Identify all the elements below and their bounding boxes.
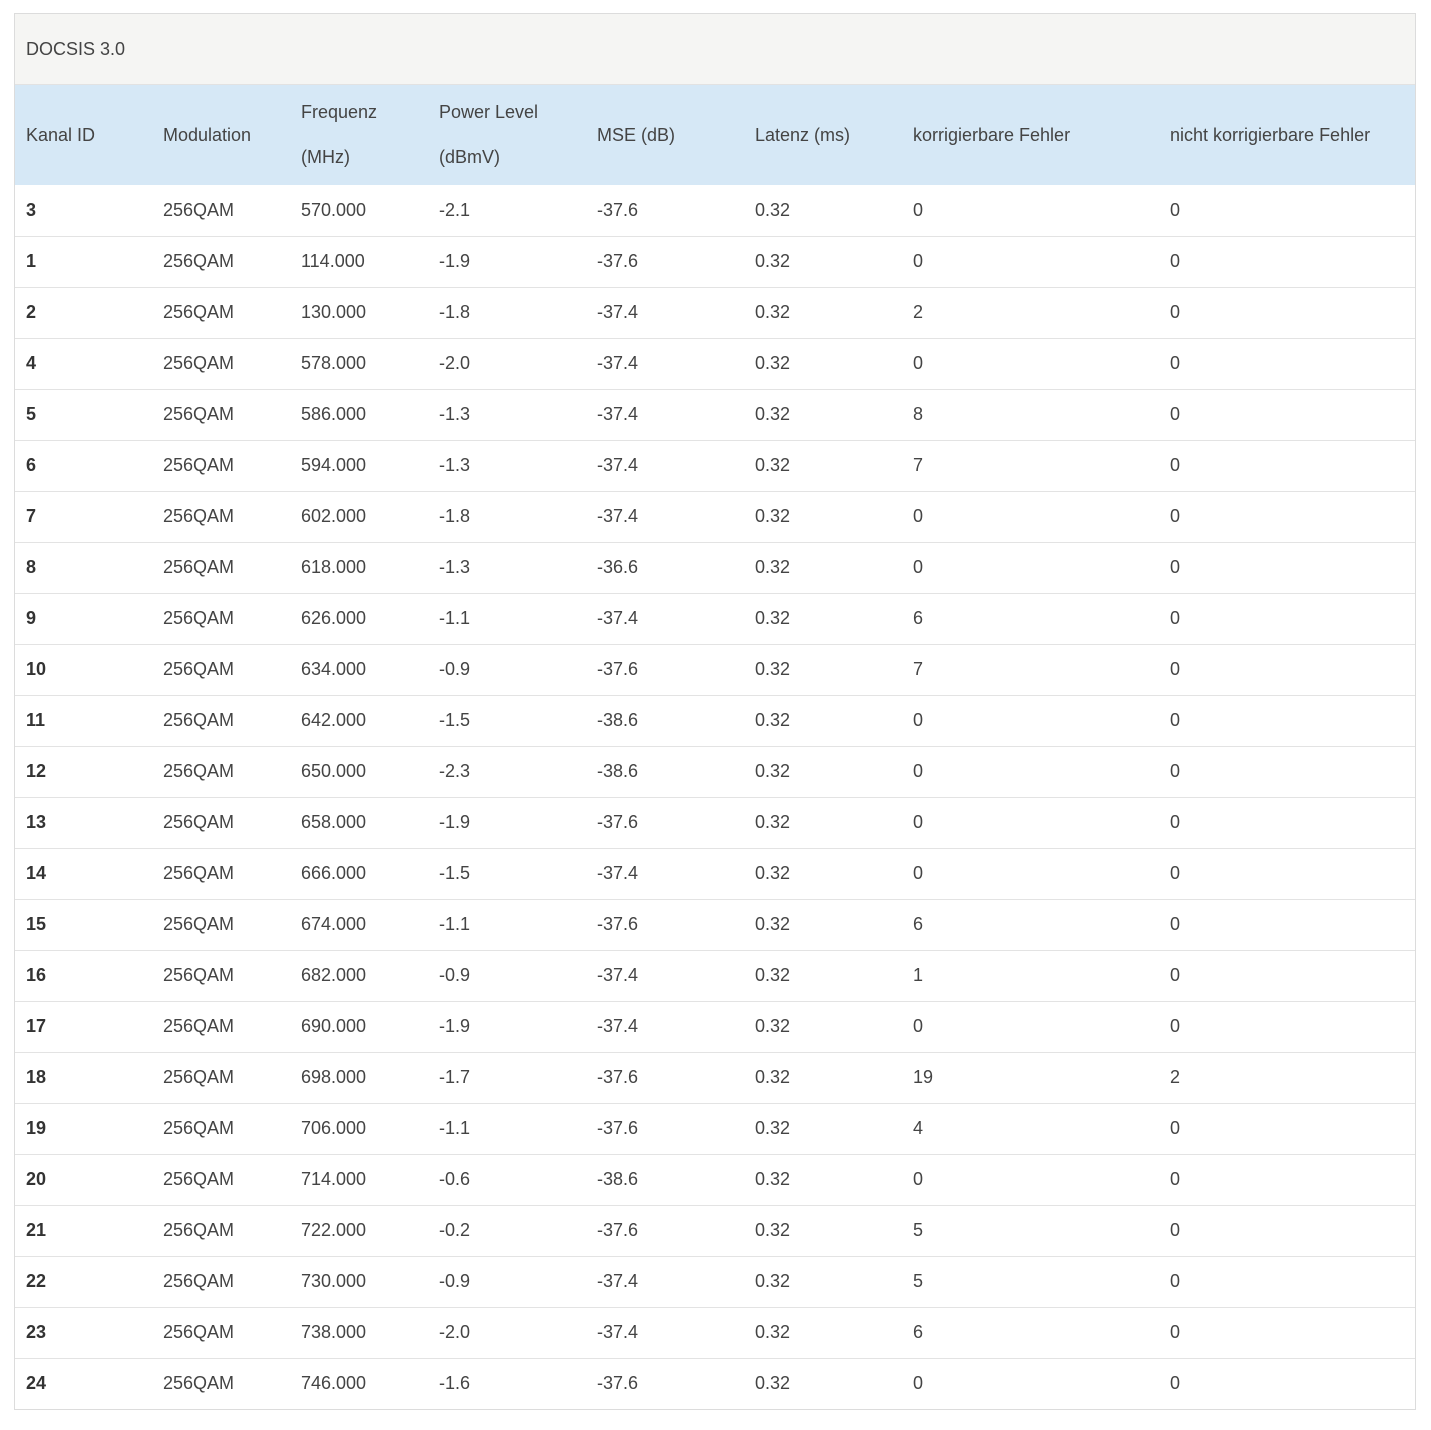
cell-kanal-id: 24 [26, 1373, 47, 1394]
cell-latenz: 0.32 [755, 761, 791, 781]
cell-nicht-korrigierbare-fehler: 0 [1170, 353, 1181, 373]
cell-frequenz: 114.000 [301, 251, 365, 271]
cell-kanal-id: 3 [26, 199, 37, 220]
cell-latenz: 0.32 [755, 455, 791, 475]
cell-modulation: 256QAM [163, 863, 235, 883]
cell-korrigierbare-fehler: 0 [913, 557, 924, 577]
cell-kanal-id: 20 [26, 1169, 47, 1189]
cell-frequenz: 690.000 [301, 1016, 367, 1036]
cell-power-level: -0.9 [439, 659, 471, 679]
cell-power-level: -1.9 [439, 812, 471, 832]
cell-korrigierbare-fehler: 8 [913, 404, 924, 424]
table-row [15, 797, 1415, 848]
table-row [15, 899, 1415, 950]
cell-frequenz: 682.000 [301, 965, 367, 985]
cell-frequenz: 666.000 [301, 863, 367, 883]
cell-modulation: 256QAM [163, 710, 235, 730]
cell-latenz: 0.32 [755, 353, 791, 373]
cell-mse: -37.6 [597, 251, 639, 271]
column-header-nicht-korrigierbare-fehler: nicht korrigierbare Fehler [1170, 124, 1371, 145]
table-row [15, 1154, 1415, 1205]
cell-kanal-id: 2 [26, 302, 37, 322]
cell-kanal-id: 17 [26, 1016, 47, 1036]
cell-korrigierbare-fehler: 7 [913, 455, 924, 475]
cell-korrigierbare-fehler: 2 [913, 302, 924, 322]
cell-nicht-korrigierbare-fehler: 0 [1170, 1220, 1181, 1240]
cell-power-level: -1.9 [439, 1016, 471, 1036]
cell-mse: -37.4 [597, 863, 639, 883]
cell-kanal-id: 12 [26, 761, 47, 781]
cell-frequenz: 130.000 [301, 302, 367, 322]
cell-korrigierbare-fehler: 0 [913, 863, 924, 883]
cell-nicht-korrigierbare-fehler: 0 [1170, 251, 1181, 271]
column-header-power-label: Power Level [439, 102, 539, 122]
cell-korrigierbare-fehler: 0 [913, 812, 924, 832]
cell-nicht-korrigierbare-fehler: 0 [1170, 1118, 1181, 1138]
cell-nicht-korrigierbare-fehler: 0 [1170, 455, 1181, 475]
cell-frequenz: 618.000 [301, 557, 367, 577]
cell-modulation: 256QAM [163, 404, 235, 424]
cell-nicht-korrigierbare-fehler: 2 [1170, 1067, 1181, 1087]
cell-frequenz: 722.000 [301, 1220, 367, 1240]
cell-power-level: -1.5 [439, 710, 471, 730]
column-header-frequenz-unit: (MHz) [301, 147, 350, 167]
cell-nicht-korrigierbare-fehler: 0 [1170, 404, 1181, 424]
column-header-mse: MSE (dB) [597, 124, 676, 145]
cell-korrigierbare-fehler: 5 [913, 1271, 924, 1291]
cell-mse: -38.6 [597, 1169, 639, 1189]
cell-modulation: 256QAM [163, 557, 235, 577]
cell-nicht-korrigierbare-fehler: 0 [1170, 812, 1181, 832]
cell-latenz: 0.32 [755, 1067, 791, 1087]
column-header-korrigierbare-fehler: korrigierbare Fehler [913, 124, 1071, 145]
table-row [15, 1307, 1415, 1358]
table-row [15, 695, 1415, 746]
cell-mse: -37.4 [597, 506, 639, 526]
cell-latenz: 0.32 [755, 404, 791, 424]
table-row [15, 746, 1415, 797]
cell-nicht-korrigierbare-fehler: 0 [1170, 965, 1181, 985]
cell-latenz: 0.32 [755, 608, 791, 628]
cell-power-level: -1.9 [439, 251, 471, 271]
cell-latenz: 0.32 [755, 302, 791, 322]
table-row [15, 644, 1415, 695]
cell-power-level: -0.9 [439, 1271, 471, 1291]
cell-mse: -37.4 [597, 1322, 639, 1342]
cell-korrigierbare-fehler: 0 [913, 1373, 924, 1394]
cell-mse: -37.6 [597, 914, 639, 934]
cell-frequenz: 594.000 [301, 455, 367, 475]
cell-mse: -37.4 [597, 404, 639, 424]
cell-power-level: -1.3 [439, 404, 471, 424]
table-row [15, 236, 1415, 287]
cell-power-level: -0.9 [439, 965, 471, 985]
table-row [15, 389, 1415, 440]
cell-latenz: 0.32 [755, 965, 791, 985]
cell-modulation: 256QAM [163, 1220, 235, 1240]
cell-kanal-id: 10 [26, 659, 47, 679]
cell-kanal-id: 5 [26, 404, 37, 424]
cell-latenz: 0.32 [755, 1220, 791, 1240]
cell-power-level: -1.8 [439, 506, 471, 526]
cell-kanal-id: 7 [26, 506, 37, 526]
table-row [15, 1256, 1415, 1307]
column-header-modulation: Modulation [163, 124, 252, 145]
cell-nicht-korrigierbare-fehler: 0 [1170, 199, 1181, 220]
cell-mse: -38.6 [597, 710, 639, 730]
cell-latenz: 0.32 [755, 1118, 791, 1138]
cell-power-level: -1.1 [439, 914, 471, 934]
cell-power-level: -0.2 [439, 1220, 471, 1240]
cell-modulation: 256QAM [163, 914, 235, 934]
cell-kanal-id: 15 [26, 914, 47, 934]
cell-frequenz: 714.000 [301, 1169, 367, 1189]
cell-kanal-id: 4 [26, 353, 37, 373]
cell-kanal-id: 13 [26, 812, 47, 832]
cell-frequenz: 658.000 [301, 812, 367, 832]
cell-modulation: 256QAM [163, 761, 235, 781]
cell-mse: -38.6 [597, 761, 639, 781]
table-row [15, 1052, 1415, 1103]
column-header-frequenz [290, 85, 428, 185]
cell-frequenz: 586.000 [301, 404, 367, 424]
cell-frequenz: 650.000 [301, 761, 367, 781]
cell-korrigierbare-fehler: 0 [913, 1016, 924, 1036]
cell-modulation: 256QAM [163, 812, 235, 832]
cell-latenz: 0.32 [755, 710, 791, 730]
cell-korrigierbare-fehler: 0 [913, 353, 924, 373]
cell-kanal-id: 9 [26, 608, 37, 628]
column-header-kanal-id: Kanal ID [26, 124, 96, 145]
cell-nicht-korrigierbare-fehler: 0 [1170, 557, 1181, 577]
column-header-power-level [428, 85, 586, 185]
cell-latenz: 0.32 [755, 1169, 791, 1189]
cell-kanal-id: 19 [26, 1118, 47, 1138]
cell-frequenz: 634.000 [301, 659, 367, 679]
cell-modulation: 256QAM [163, 1067, 235, 1087]
cell-modulation: 256QAM [163, 1271, 235, 1291]
cell-nicht-korrigierbare-fehler: 0 [1170, 1322, 1181, 1342]
cell-modulation: 256QAM [163, 506, 235, 526]
table-row [15, 440, 1415, 491]
table-row [15, 1001, 1415, 1052]
cell-kanal-id: 21 [26, 1220, 47, 1240]
cell-frequenz: 698.000 [301, 1067, 367, 1087]
cell-power-level: -1.7 [439, 1067, 471, 1087]
cell-mse: -36.6 [597, 557, 639, 577]
column-header-frequenz-label: Frequenz [301, 102, 378, 122]
cell-korrigierbare-fehler: 0 [913, 199, 924, 220]
cell-mse: -37.6 [597, 199, 639, 220]
table-row [15, 185, 1415, 236]
cell-nicht-korrigierbare-fehler: 0 [1170, 608, 1181, 628]
cell-modulation: 256QAM [163, 455, 235, 475]
cell-frequenz: 746.000 [301, 1373, 367, 1394]
cell-modulation: 256QAM [163, 1373, 235, 1394]
cell-power-level: -2.1 [439, 199, 471, 220]
cell-kanal-id: 22 [26, 1271, 47, 1291]
cell-power-level: -2.0 [439, 353, 471, 373]
cell-modulation: 256QAM [163, 965, 235, 985]
cell-mse: -37.4 [597, 1016, 639, 1036]
cell-korrigierbare-fehler: 1 [913, 965, 924, 985]
cell-mse: -37.6 [597, 812, 639, 832]
cell-latenz: 0.32 [755, 1271, 791, 1291]
table-row [15, 491, 1415, 542]
cell-latenz: 0.32 [755, 659, 791, 679]
cell-power-level: -1.5 [439, 863, 471, 883]
cell-frequenz: 626.000 [301, 608, 367, 628]
cell-korrigierbare-fehler: 6 [913, 1322, 924, 1342]
cell-mse: -37.6 [597, 659, 639, 679]
cell-korrigierbare-fehler: 6 [913, 608, 924, 628]
cell-power-level: -1.6 [439, 1373, 471, 1394]
cell-modulation: 256QAM [163, 302, 235, 322]
cell-modulation: 256QAM [163, 353, 235, 373]
cell-latenz: 0.32 [755, 199, 791, 220]
cell-frequenz: 674.000 [301, 914, 367, 934]
table-header [15, 85, 1415, 185]
cell-kanal-id: 23 [26, 1322, 47, 1342]
cell-latenz: 0.32 [755, 863, 791, 883]
cell-nicht-korrigierbare-fehler: 0 [1170, 659, 1181, 679]
cell-frequenz: 642.000 [301, 710, 367, 730]
cell-korrigierbare-fehler: 0 [913, 761, 924, 781]
cell-nicht-korrigierbare-fehler: 0 [1170, 710, 1181, 730]
cell-mse: -37.6 [597, 1220, 639, 1240]
cell-modulation: 256QAM [163, 1322, 235, 1342]
cell-mse: -37.4 [597, 1271, 639, 1291]
cell-frequenz: 578.000 [301, 353, 367, 373]
cell-frequenz: 730.000 [301, 1271, 367, 1291]
cell-latenz: 0.32 [755, 1373, 791, 1394]
cell-korrigierbare-fehler: 0 [913, 251, 924, 271]
table-row [15, 1358, 1415, 1409]
cell-nicht-korrigierbare-fehler: 0 [1170, 1016, 1181, 1036]
cell-frequenz: 706.000 [301, 1118, 367, 1138]
cell-modulation: 256QAM [163, 608, 235, 628]
cell-mse: -37.4 [597, 302, 639, 322]
cell-kanal-id: 18 [26, 1067, 47, 1087]
table-row [15, 950, 1415, 1001]
cell-mse: -37.4 [597, 608, 639, 628]
cell-nicht-korrigierbare-fehler: 0 [1170, 1373, 1181, 1394]
cell-korrigierbare-fehler: 6 [913, 914, 924, 934]
cell-power-level: -0.6 [439, 1169, 471, 1189]
table-row [15, 848, 1415, 899]
cell-kanal-id: 6 [26, 455, 37, 475]
cell-nicht-korrigierbare-fehler: 0 [1170, 506, 1181, 526]
cell-power-level: -1.3 [439, 557, 471, 577]
cell-mse: -37.4 [597, 353, 639, 373]
table-row [15, 542, 1415, 593]
cell-power-level: -1.1 [439, 608, 471, 628]
cell-latenz: 0.32 [755, 1322, 791, 1342]
cell-power-level: -1.1 [439, 1118, 471, 1138]
cell-kanal-id: 16 [26, 965, 47, 985]
table-row [15, 1205, 1415, 1256]
cell-latenz: 0.32 [755, 506, 791, 526]
cell-power-level: -2.0 [439, 1322, 471, 1342]
table-row [15, 287, 1415, 338]
cell-kanal-id: 14 [26, 863, 47, 883]
cell-mse: -37.6 [597, 1118, 639, 1138]
docsis-panel [14, 13, 1416, 1410]
cell-power-level: -1.3 [439, 455, 471, 475]
cell-mse: -37.6 [597, 1067, 639, 1087]
cell-frequenz: 570.000 [301, 199, 367, 220]
cell-modulation: 256QAM [163, 199, 235, 220]
cell-kanal-id: 1 [26, 251, 37, 271]
column-header-power-unit: (dBmV) [439, 147, 501, 167]
cell-modulation: 256QAM [163, 1016, 235, 1036]
cell-modulation: 256QAM [163, 659, 235, 679]
cell-power-level: -1.8 [439, 302, 471, 322]
cell-latenz: 0.32 [755, 557, 791, 577]
table-row [15, 593, 1415, 644]
cell-mse: -37.4 [597, 455, 639, 475]
cell-korrigierbare-fehler: 0 [913, 506, 924, 526]
cell-kanal-id: 11 [26, 710, 46, 730]
cell-latenz: 0.32 [755, 914, 791, 934]
cell-frequenz: 602.000 [301, 506, 367, 526]
cell-nicht-korrigierbare-fehler: 0 [1170, 761, 1181, 781]
table-body [15, 185, 1415, 1409]
panel-title: DOCSIS 3.0 [15, 14, 1415, 85]
cell-korrigierbare-fehler: 4 [913, 1118, 924, 1138]
cell-latenz: 0.32 [755, 812, 791, 832]
cell-power-level: -2.3 [439, 761, 471, 781]
cell-korrigierbare-fehler: 5 [913, 1220, 924, 1240]
cell-kanal-id: 8 [26, 557, 37, 577]
cell-latenz: 0.32 [755, 251, 791, 271]
cell-mse: -37.6 [597, 1373, 639, 1394]
cell-modulation: 256QAM [163, 251, 235, 271]
table-header-row [15, 85, 1415, 185]
cell-nicht-korrigierbare-fehler: 0 [1170, 302, 1181, 322]
cell-korrigierbare-fehler: 0 [913, 1169, 924, 1189]
cell-korrigierbare-fehler: 0 [913, 710, 924, 730]
cell-korrigierbare-fehler: 19 [913, 1067, 934, 1087]
column-header-latenz: Latenz (ms) [755, 124, 851, 145]
cell-nicht-korrigierbare-fehler: 0 [1170, 1169, 1181, 1189]
cell-nicht-korrigierbare-fehler: 0 [1170, 863, 1181, 883]
cell-mse: -37.4 [597, 965, 639, 985]
cell-korrigierbare-fehler: 7 [913, 659, 924, 679]
cell-latenz: 0.32 [755, 1016, 791, 1036]
cell-nicht-korrigierbare-fehler: 0 [1170, 914, 1181, 934]
table-row [15, 338, 1415, 389]
cell-frequenz: 738.000 [301, 1322, 367, 1342]
table-row [15, 1103, 1415, 1154]
cell-nicht-korrigierbare-fehler: 0 [1170, 1271, 1181, 1291]
cell-modulation: 256QAM [163, 1118, 235, 1138]
cell-modulation: 256QAM [163, 1169, 235, 1189]
channel-table [15, 85, 1415, 1409]
